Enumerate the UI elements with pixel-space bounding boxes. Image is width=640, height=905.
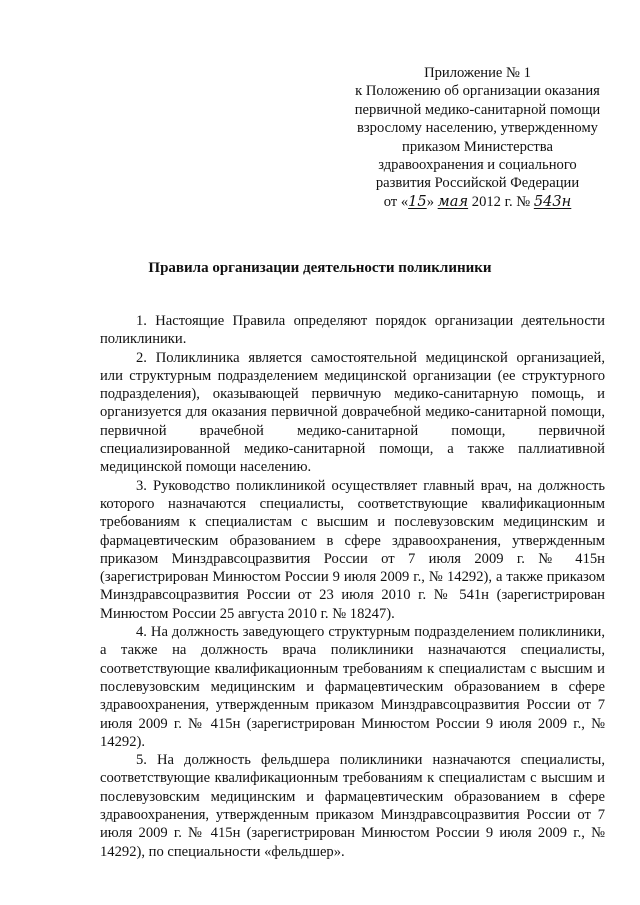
paragraph-4: 4. На должность заведующего структурным подразделением поликлиники, а также на должность врача поликлиники назначаются специалисты, соответствующие квалификационным требованиям к специалистам с высшим и послевузовским медицинским и фармацевтическим образованием в сфере здравоохранения, утвержденным приказом Минздравсоцразвития России от 7 июля 2009 г. № 415н (зарегистрирован Минюстом России 9 июля 2009 г., № 14292). [100, 624, 605, 750]
paragraph-3: 3. Руководство поликлиникой осуществляет главный врач, на должность которого назначаются специалисты, соответствующие квалификационным требованиям к специалистам с высшим и послевузовским медицинским и фармацевтическим образованием в сфере здравоохранения, утвержденным приказом Минздравсоцразвития России от 7 июля 2009 г. № 415н (зарегистрирован Минюстом России 9 июля 2009 г., № 14292), а также приказом Минздравсоцразвития России от 23 июля 2010 г. № 541н (зарегистрирован Минюстом России 25 августа 2010 г. № 18247). [100, 477, 605, 622]
paragraph-1: 1. Настоящие Правила определяют порядок организации деятельности поликлиники. [100, 313, 605, 348]
appendix-ref-line: развития Российской Федерации [375, 175, 580, 192]
handwritten-order-number: 543н [533, 192, 572, 210]
appendix-ref-line: первичной медико-санитарной помощи [354, 101, 601, 118]
appendix-header [340, 64, 615, 211]
appendix-ref-line: к Положению об организации оказания [355, 83, 600, 100]
order-date-line [340, 193, 615, 211]
date-mid: » [426, 193, 438, 210]
appendix-number: Приложение № 1 [424, 65, 531, 81]
appendix-ref-line: взрослому населению, утвержденному [357, 120, 598, 137]
paragraph-2: 2. Поликлиника является самостоятельной медицинской организацией, или структурным подразделением медицинской организации (ее структурного подразделения), оказывающей первичную медико-санитарную помощь, и организуется для оказания первичной доврачебной медико-санитарной помощи, первичной врачебной медико-санитарной помощи, первичной специализированной медико-санитарной помощи, а также паллиативной медицинской помощи населению. [100, 349, 605, 476]
handwritten-day: 15 [408, 192, 427, 210]
document-body [100, 312, 605, 861]
paragraph-5: 5. На должность фельдшера поликлиники назначаются специалисты, соответствующие квалификационным требованиям к специалистам с высшим и послевузовским медицинским и фармацевтическим образованием в сфере здравоохранения, утвержденным приказом Минздравсоцразвития России от 7 июля 2009 г. № 415н (зарегистрирован Минюстом России 9 июля 2009 г., № 14292), по специальности «фельдшер». [100, 752, 605, 860]
date-prefix: от « [383, 193, 409, 210]
handwritten-month: мая [437, 192, 469, 210]
document-title: Правила организации деятельности поликлиники [148, 260, 492, 276]
appendix-ref-line: приказом Министерства [402, 138, 553, 155]
date-year: 2012 г. № [468, 193, 534, 210]
appendix-ref-line: здравоохранения и социального [378, 157, 577, 174]
